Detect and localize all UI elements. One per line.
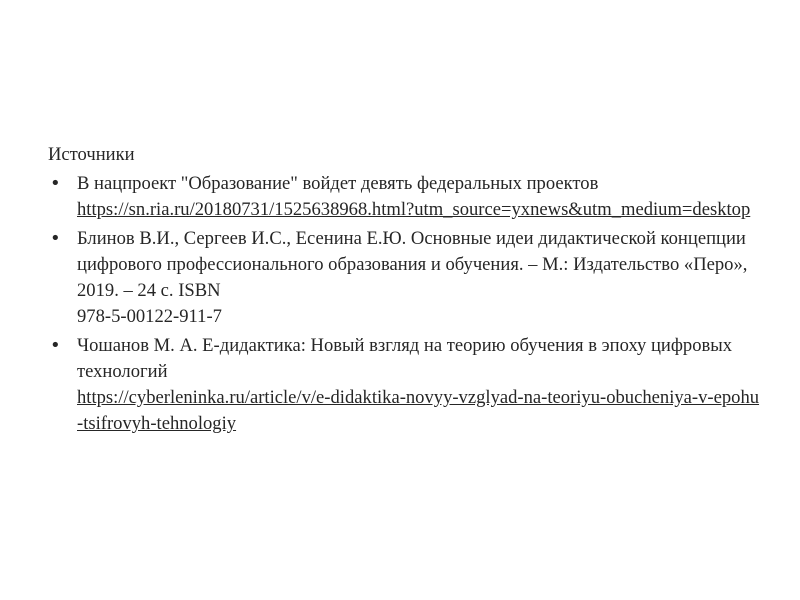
source-1-text: В нацпроект "Образование" войдет девять федеральных проектов xyxy=(77,173,599,194)
bullet-icon: • xyxy=(50,335,61,356)
source-item-2 xyxy=(48,226,763,330)
source-2-text: Блинов В.И., Сергеев И.С., Есенина Е.Ю. Основные идеи дидактической концепции цифрового профессионального образования и обучения. – М.: Издательство «Перо», 2019. – 24 с. ISBN xyxy=(77,228,748,301)
source-3-text: Чошанов М. А. Е-дидактика: Новый взгляд на теорию обучения в эпоху цифровых технологий xyxy=(77,335,733,382)
source-2-isbn: 978-5-00122-911-7 xyxy=(77,306,222,327)
sources-list xyxy=(48,171,763,437)
source-item-3 xyxy=(48,333,763,437)
bullet-icon: • xyxy=(50,173,61,194)
sources-heading: Источники xyxy=(48,144,135,165)
source-item-1 xyxy=(48,171,763,223)
sources-section xyxy=(48,142,763,440)
source-1-link[interactable]: https://sn.ria.ru/20180731/1525638968.html?utm_source=yxnews&utm_medium=desktop xyxy=(77,199,751,220)
source-3-link[interactable]: https://cyberleninka.ru/article/v/e-didaktika-novyy-vzglyad-na-teoriyu-obucheniya-v-epohu-tsifrovyh-tehnologiy xyxy=(77,387,760,434)
bullet-icon: • xyxy=(50,228,61,249)
